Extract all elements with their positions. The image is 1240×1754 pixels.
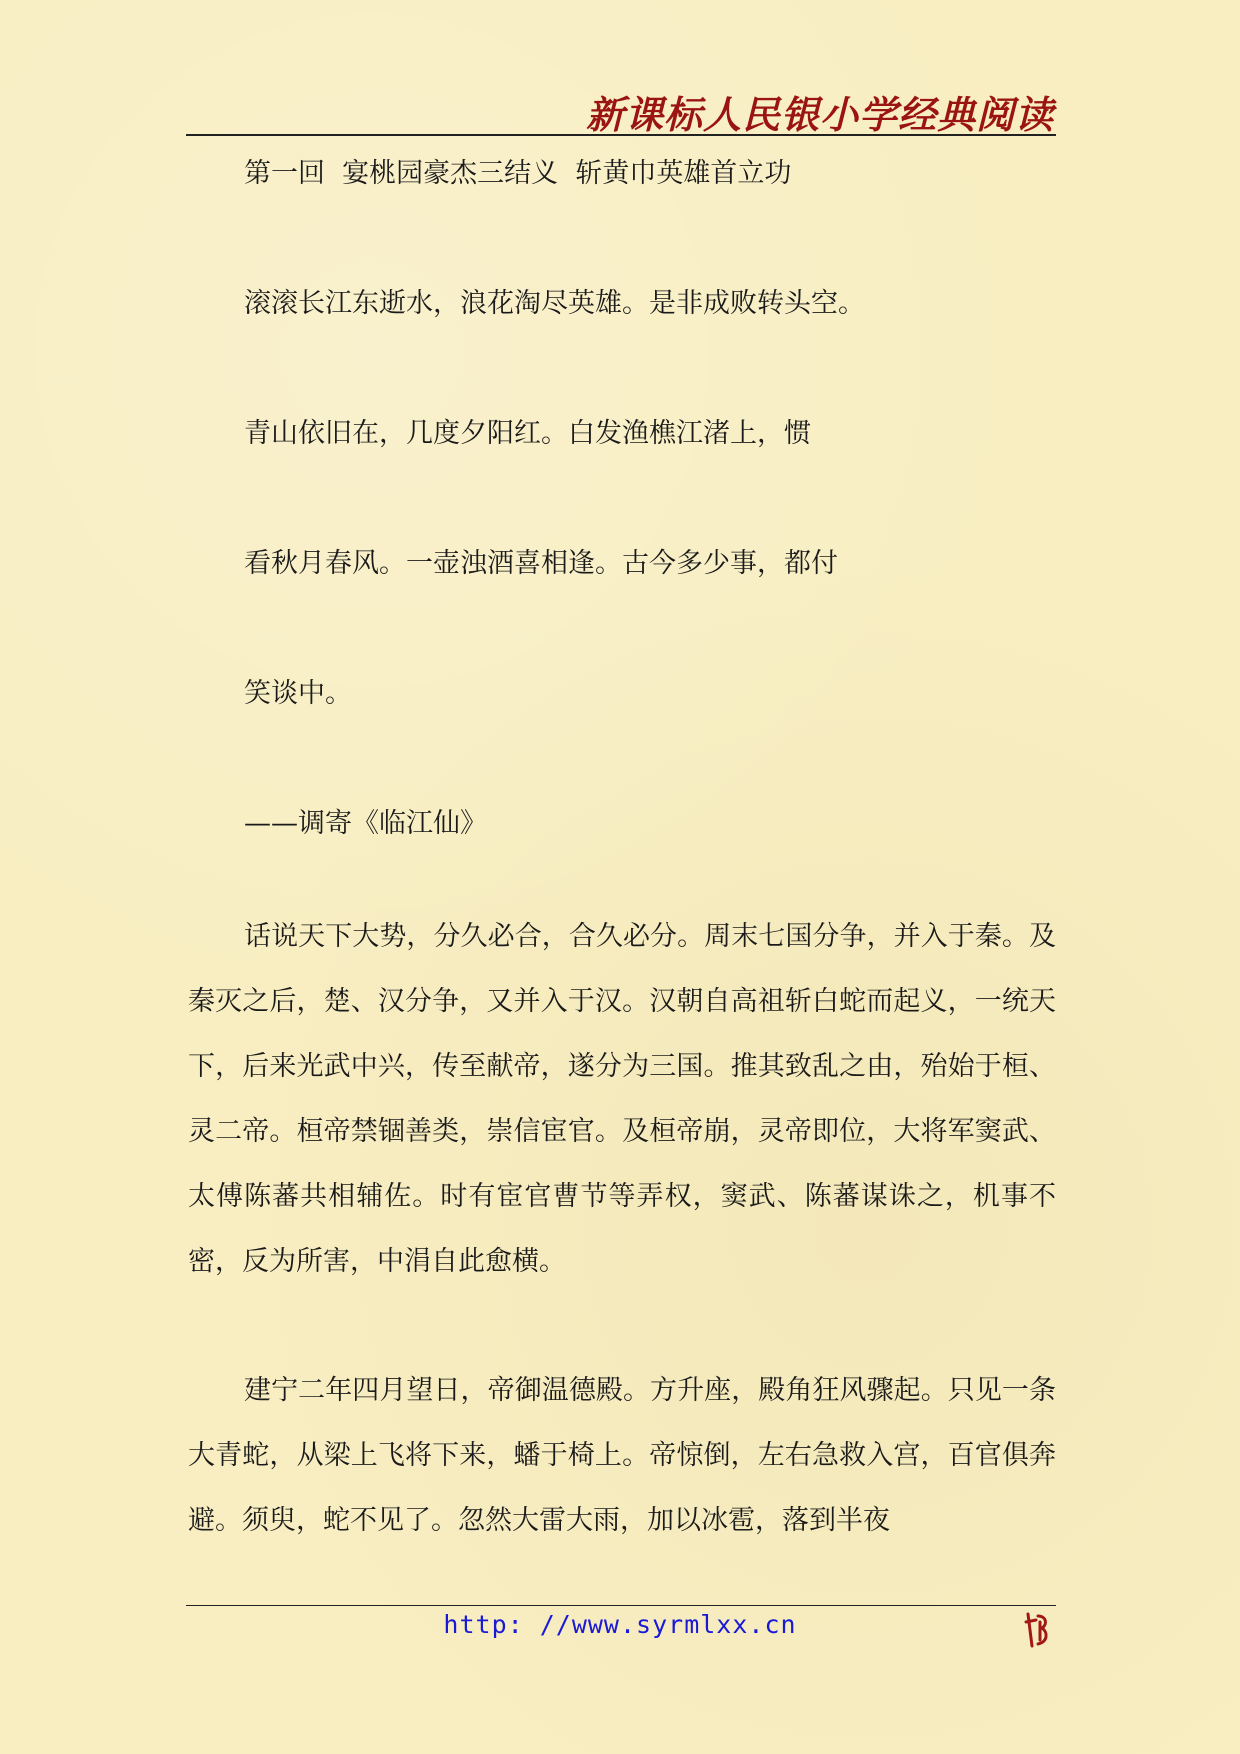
poem-line: 滚滚长江东逝水，浪花淘尽英雄。是非成败转头空。 [244, 288, 865, 319]
main-text [188, 154, 1056, 1553]
footer-divider [186, 1605, 1056, 1606]
poem-line: 青山依旧在，几度夕阳红。白发渔樵江渚上，惯 [244, 418, 811, 449]
header-divider [186, 134, 1056, 136]
footer-url-link[interactable]: http: //www.syrmlxx.cn [443, 1610, 797, 1639]
paragraph: 建宁二年四月望日，帝御温德殿。方升座，殿角狂风骤起。只见一条大青蛇，从梁上飞将下来，蟠于椅上。帝惊倒，左右急救入宫，百官俱奔避。须臾，蛇不见了。忽然大雷大雨，加以冰雹，落到半夜 [188, 1375, 1056, 1536]
poem-attribution: ——调寄《临江仙》 [244, 808, 487, 839]
header-brand-logo: 新课标人民银小学经典阅读 [585, 92, 1054, 137]
poem-line: 看秋月春风。一壶浊酒喜相逢。古今多少事，都付 [244, 548, 838, 579]
seal-stamp-icon [1022, 1610, 1052, 1650]
paragraph: 话说天下大势，分久必合，合久必分。周末七国分争，并入于秦。及秦灭之后，楚、汉分争，又并入于汉。汉朝自高祖斩白蛇而起义，一统天下，后来光武中兴，传至献帝，遂分为三国。推其致乱之由，殆始于桓、灵二帝。桓帝禁锢善类，崇信宦官。及桓帝崩，灵帝即位，大将军窦武、太傅陈蕃共相辅佐。时有宦官曹节等弄权，窦武、陈蕃谋诛之，机事不密，反为所害，中涓自此愈横。 [188, 921, 1056, 1277]
chapter-title: 第一回 宴桃园豪杰三结义 斩黄巾英雄首立功 [244, 158, 792, 189]
poem-line: 笑谈中。 [244, 678, 352, 709]
